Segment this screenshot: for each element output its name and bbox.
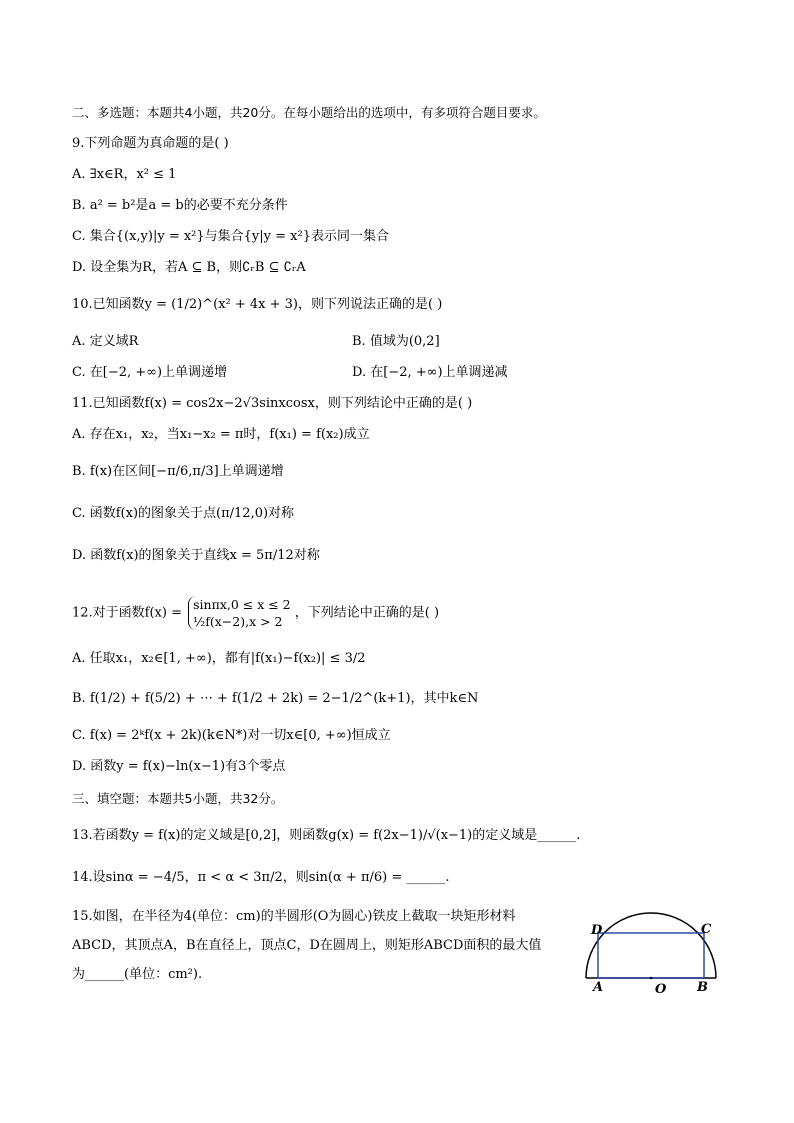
q9-option-b: B. a² = b²是a = b的必要不充分条件	[72, 198, 288, 213]
q10-option-a: A. 定义域R	[72, 334, 139, 349]
q12-option-c: C. f(x) = 2ᵏf(x + 2k)(k∈N*)对一切x∈[0, +∞)恒成立	[72, 728, 391, 743]
q14-text: 14.设sinα = −4/5，π < α < 3π/2，则sin(α + π/6) = ______.	[72, 870, 450, 885]
label-o: O	[655, 982, 667, 997]
section2-heading: 二、多选题：本题共4小题，共20分。在每小题给出的选项中，有多项符合题目要求。	[72, 105, 546, 120]
rectangle-abcd	[598, 933, 704, 978]
q13-text: 13.若函数y = f(x)的定义域是[0,2]，则函数g(x) = f(2x−1)/√(x−1)的定义域是______.	[72, 828, 581, 843]
q12-stem	[72, 596, 439, 630]
q12-option-b: B. f(1/2) + f(5/2) + ⋯ + f(1/2 + 2k) = 2−1/2^(k+1)，其中k∈N	[72, 691, 479, 706]
q12-option-d: D. 函数y = f(x)−ln(x−1)有3个零点	[72, 759, 286, 774]
q11-option-a: A. 存在x₁，x₂，当x₁−x₂ = π时，f(x₁) = f(x₂)成立	[72, 427, 370, 442]
q15-line2: ABCD，其顶点A，B在直径上，顶点C，D在圆周上，则矩形ABCD面积的最大值	[72, 938, 542, 953]
label-c: C	[701, 922, 712, 937]
q9-option-c: C. 集合{(x,y)|y = x²}与集合{y|y = x²}表示同一集合	[72, 229, 389, 244]
q12-case2: ½f(x−2),x > 2	[193, 614, 283, 629]
label-d: D	[591, 923, 603, 938]
semicircle-arc	[586, 913, 716, 978]
q11-option-c: C. 函数f(x)的图象关于点(π/12,0)对称	[72, 506, 295, 521]
q11-stem: 11.已知函数f(x) = cos2x−2√3sinxcosx，则下列结论中正确的是( )	[72, 396, 473, 411]
q10-option-d: D. 在[−2, +∞)上单调递减	[352, 365, 508, 380]
q15-line1: 15.如图，在半径为4(单位：cm)的半圆形(O为圆心)铁皮上截取一块矩形材料	[72, 909, 516, 924]
q12-option-a: A. 任取x₁，x₂∈[1, +∞)，都有|f(x₁)−f(x₂)| ≤ 3/2	[72, 651, 366, 666]
q11-option-d: D. 函数f(x)的图象关于直线x = 5π/12对称	[72, 548, 320, 563]
semicircle-rectangle-figure	[578, 902, 724, 998]
label-b: B	[697, 980, 708, 995]
q12-stem-post: ，下列结论中正确的是( )	[294, 605, 440, 621]
q11-option-b: B. f(x)在区间[−π/6,π/3]上单调递增	[72, 464, 284, 479]
q12-stem-pre: 12.对于函数f(x) =	[72, 605, 182, 621]
label-a: A	[593, 980, 604, 995]
q9-option-a: A. ∃x∈R，x² ≤ 1	[72, 167, 177, 182]
q10-stem: 10.已知函数y = (1/2)^(x² + 4x + 3)，则下列说法正确的是( )	[72, 297, 443, 312]
center-point	[650, 977, 653, 980]
q12-case1: sinπx,0 ≤ x ≤ 2	[193, 597, 291, 612]
q9-stem: 9.下列命题为真命题的是( )	[72, 136, 229, 151]
q10-option-c: C. 在[−2, +∞)上单调递增	[72, 365, 228, 380]
section3-heading: 三、填空题：本题共5小题，共32分。	[72, 791, 284, 806]
q10-option-b: B. 值域为(0,2]	[352, 334, 440, 349]
q12-piecewise	[188, 596, 291, 630]
q15-line3: 为______(单位：cm²).	[72, 967, 203, 982]
q9-option-d: D. 设全集为R，若A ⊆ B，则∁ᵣB ⊆ ∁ᵣA	[72, 260, 306, 275]
